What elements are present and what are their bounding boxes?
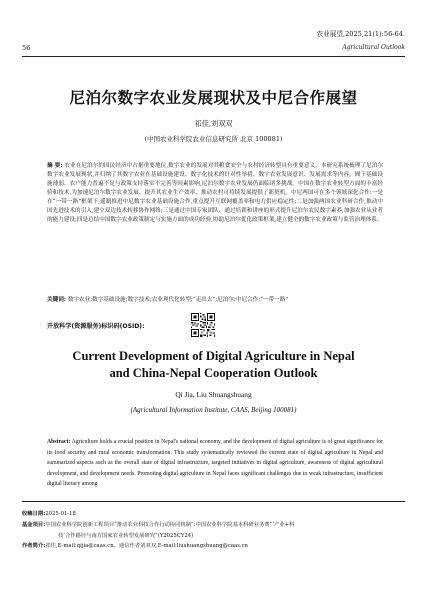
english-title-line-1: Current Development of Digital Agriculture in Nepal [72, 349, 355, 363]
fund-line-2: 技’合作路径与南方国家农业转型发展研究”(Y2025CY24) [58, 532, 194, 539]
chinese-abstract [47, 162, 383, 225]
chinese-affiliation: (中国农业科学院农业信息研究所 北京 100081) [144, 135, 283, 143]
author-info-value: 祁佳,E-mail:qijia@caas.cn。通信作者刘双双,E-mail:liushuangshuang@caas.cn [45, 543, 248, 550]
chinese-keywords [47, 296, 383, 305]
fund-line-1: 中国农业科学院创新工程项目“推动农业科技合作行动协同机制”;中国农业科学院基本科研业务费“‘产业+科 [45, 521, 295, 528]
received-date-value: 2025-01-18 [45, 511, 76, 517]
qr-code-icon[interactable] [191, 313, 215, 337]
english-affiliation: (Agricultural Information Institute, CAAS, Beijing 100081) [130, 406, 297, 414]
chinese-title: 尼泊尔数字农业发展现状及中尼合作展望 [69, 89, 358, 107]
chinese-abstract-text: 农业在尼泊尔的国民经济中占据重要地位,数字农业的发展对其粮食安全与农村经济转型具有重要意义。本研究系统梳理了尼泊尔数字农业发展现状,并归纳了其数字农业在基础设施建设、数字化技术的针对性举措、数字农业发展意识、发展需求等内容。囿于基础设施薄弱、农户能力普遍不足与政策支持落实不完善等因素影响,尼泊尔数字农业发展仍面临诸多挑战。中国在数字农业转型方面的丰富经验和技术,为加速尼泊尔数字农业发展、提升其农业生产效率、推动农村可持续发展提供了新契机。中尼两国可在多个领域深化合作:一是在“一带一路”框架下,遥制推进中尼数字农业基础设施合作,重点提升互联网覆盖率和电力供应稳定性;二是加强两国农业科研合作,推动中国先进技术的引入,建立双边技术转移协作网络;三是通过中国专家团队、通过培训和讲座的形式提升尼泊尔农民数字素养,加强农业从业者的能力建设;四是总结中国数字农业政策制定与实施方面的成功经验,协助尼泊尔优化政策框架,建立健全的数字农业政策与监管治理体系。 [47, 163, 384, 223]
chinese-abstract-label: 摘 要: [47, 163, 63, 169]
fund-label: 基金项目: [22, 521, 46, 528]
footnotes [22, 509, 405, 552]
osid-label: 开放科学(资源服务)标识码(OSID): [47, 323, 145, 330]
header-rule [22, 56, 405, 57]
english-abstract-label: Abstract: [47, 439, 71, 445]
fund-note [22, 520, 405, 531]
chinese-authors: 祁佳,刘双双 [194, 119, 233, 128]
english-title-line-2: and China-Nepal Cooperation Outlook [109, 366, 318, 380]
received-date-label: 收稿日期: [22, 511, 46, 517]
footnote-rule [22, 501, 405, 502]
english-abstract [47, 437, 383, 490]
english-title [0, 348, 427, 382]
journal-citation: 农业展望,2025,21(1):56-64. [316, 30, 405, 38]
received-date-note [22, 509, 405, 520]
english-abstract-text: Agriculture holds a crucial position in Nepal's national economy, and the development of digital agriculture is of great significance for its food security and rural economic transformation. This study systematically reviewed the current state of digital agriculture in Nepal and summarized aspects such as the overall state of digital infrastructure, targeted initiatives in digital agriculture, awareness of digital agricultural development, and development needs. Promoting digital agriculture in Nepal faces significant challenges due to weak infrastructure, insufficient digital literacy among [47, 439, 383, 488]
author-info-label: 作者简介: [22, 543, 46, 550]
running-head-journal-name: Agricultural Outlook [342, 44, 405, 51]
author-note [22, 541, 405, 552]
chinese-keywords-label: 关键词: [47, 297, 67, 303]
page-number: 56 [22, 44, 31, 52]
english-authors: Qi Jia, Liu Shuangshuang [175, 390, 252, 399]
chinese-keywords-text: 数字农业;数字基础设施;数字技术;农业现代化转型;“走出去”;尼泊尔;中尼合作;“一带一路” [67, 297, 289, 303]
